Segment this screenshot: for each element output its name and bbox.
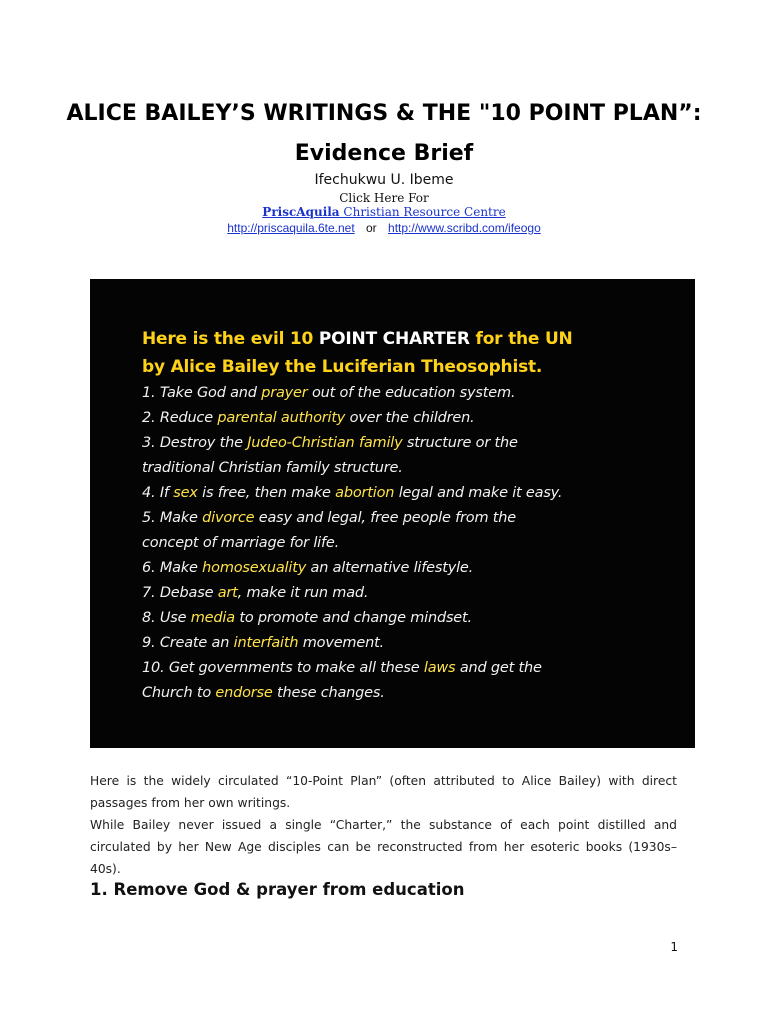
charter-text-run: structure or the [402,435,518,451]
charter-text-run: legal and make it easy. [394,485,563,501]
charter-text-run: movement. [298,635,384,651]
context-paragraph: While Bailey never issued a single “Charter,” the substance of each point distilled and circulated by her New Age disciples can be reconstructed from her esoteric books (1930s–40s). [90,818,677,876]
click-here-label: Click Here For [339,191,429,205]
charter-image [90,279,695,748]
charter-text-run: 4. If [142,485,174,501]
title-line-1: ALICE BAILEY’S WRITINGS & THE "10 POINT PLAN”: [66,101,702,126]
charter-highlight: parental authority [217,410,346,426]
charter-item [142,406,682,431]
charter-text-run: over the children. [345,410,475,426]
resource-centre-line [0,205,768,219]
charter-highlight: laws [423,660,456,676]
charter-text-run: these changes. [272,685,385,701]
charter-item [142,556,682,581]
charter-text-run: 3. Destroy the [142,435,248,451]
charter-item [142,381,682,406]
charter-highlight: endorse [215,685,273,701]
intro-paragraph: Here is the widely circulated “10-Point Plan” (often attributed to Alice Bailey) with direct passages from her own writings. [90,774,677,810]
charter-text-run: 7. Debase [142,585,218,601]
charter-heading-part-b: POINT CHARTER [318,329,470,349]
charter-text-run: 8. Use [142,610,191,626]
resource-centre-link[interactable] [262,205,505,219]
document-title [0,94,768,174]
charter-item [142,606,682,631]
charter-highlight: sex [173,485,198,501]
charter-item [142,631,682,656]
charter-item [142,681,682,706]
charter-text-run: an alternative lifestyle. [306,560,474,576]
priscaquila-link[interactable]: http://priscaquila.6te.net [227,221,355,235]
charter-highlight: media [190,610,235,626]
charter-text-run: easy and legal, free people from the [254,510,516,526]
charter-item [142,531,682,556]
charter-text-run: , make it run mad. [237,585,369,601]
charter-item [142,581,682,606]
charter-text-run: and get the [455,660,542,676]
charter-highlight: art [217,585,238,601]
author-name: Ifechukwu U. Ibeme [314,172,454,188]
charter-text-run: 10. Get governments to make all these [142,660,424,676]
charter-item [142,506,682,531]
charter-item [142,656,682,681]
charter-item [142,456,682,481]
charter-highlight: homosexuality [202,560,307,576]
charter-highlight: divorce [202,510,255,526]
centre-name-rest: Christian Resource Centre [339,205,506,219]
charter-text-run: 9. Create an [142,635,234,651]
charter-heading-part-c: for the UN [469,329,573,349]
charter-text [142,325,682,706]
charter-text-run: traditional Christian family structure. [142,460,403,476]
charter-text-run: Church to [142,685,216,701]
charter-item [142,431,682,456]
charter-highlight: abortion [335,485,395,501]
or-separator: or [366,221,377,235]
section-heading: 1. Remove God & prayer from education [90,880,465,899]
charter-text-run: is free, then make [197,485,336,501]
charter-text-run: out of the education system. [307,385,516,401]
charter-text-run: to promote and change mindset. [234,610,472,626]
charter-highlight: Judeo-Christian family [247,435,403,451]
charter-heading-line-1 [142,325,682,353]
charter-text-run: concept of marriage for life. [142,535,340,551]
charter-text-run: 1. Take God and [142,385,262,401]
charter-heading-line-2: by Alice Bailey the Luciferian Theosophist. [142,357,543,377]
charter-text-run: 6. Make [142,560,203,576]
page-number: 1 [670,940,678,954]
charter-highlight: prayer [261,385,308,401]
centre-name-bold: PriscAquila [262,205,340,219]
charter-text-run: 2. Reduce [142,410,218,426]
links-line [0,221,768,235]
scribd-link[interactable]: http://www.scribd.com/ifeogo [388,221,541,235]
charter-heading-part-a: Here is the evil 10 [142,329,319,349]
charter-items [142,381,682,706]
charter-item [142,481,682,506]
charter-text-run: 5. Make [142,510,203,526]
charter-highlight: interfaith [233,635,299,651]
title-line-2: Evidence Brief [294,141,474,166]
